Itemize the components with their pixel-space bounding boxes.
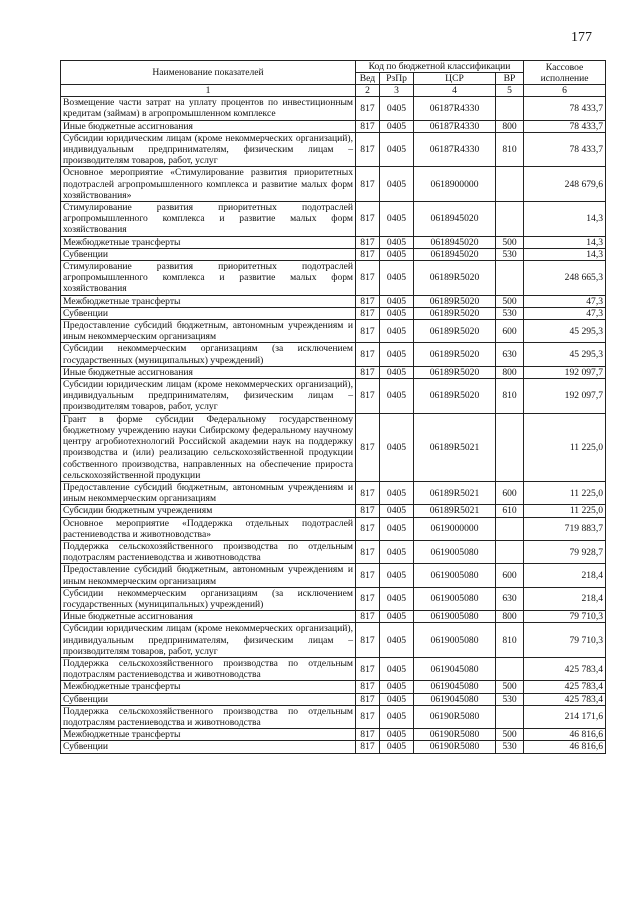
row-ved-cell: 817: [356, 120, 380, 132]
row-vr-cell: 500: [496, 729, 524, 741]
row-csr-cell: 06187R4330: [414, 97, 496, 120]
row-name-cell: Основное мероприятие «Поддержка отдельных подотраслей растениеводства и животноводства»: [61, 517, 356, 540]
row-rzpr-cell: 0405: [380, 295, 414, 307]
table-row: [61, 307, 606, 319]
row-rzpr-cell: 0405: [380, 540, 414, 563]
table-row: [61, 729, 606, 741]
table-row: [61, 167, 606, 202]
row-vr-cell: [496, 202, 524, 237]
row-amount-cell: 79 710,3: [524, 623, 606, 658]
row-amount-cell: 78 433,7: [524, 97, 606, 120]
row-vr-cell: 600: [496, 481, 524, 504]
row-csr-cell: 0619045080: [414, 657, 496, 680]
row-csr-cell: 06189R5020: [414, 366, 496, 378]
column-number: 4: [414, 85, 496, 97]
row-ved-cell: 817: [356, 657, 380, 680]
row-csr-cell: 06189R5021: [414, 505, 496, 517]
row-name-cell: Субвенции: [61, 307, 356, 319]
row-rzpr-cell: 0405: [380, 132, 414, 167]
row-vr-cell: 610: [496, 505, 524, 517]
row-ved-cell: 817: [356, 132, 380, 167]
table-row: [61, 657, 606, 680]
row-rzpr-cell: 0405: [380, 343, 414, 366]
row-csr-cell: 06187R4330: [414, 132, 496, 167]
row-ved-cell: 817: [356, 540, 380, 563]
row-amount-cell: 214 171,6: [524, 705, 606, 728]
row-csr-cell: 06189R5021: [414, 481, 496, 504]
row-vr-cell: [496, 657, 524, 680]
row-ved-cell: 817: [356, 366, 380, 378]
row-name-cell: Субсидии юридическим лицам (кроме некоммерческих организаций), индивидуальным предпринимателям, физическим лицам – производителям товаров, работ, услуг: [61, 132, 356, 167]
row-rzpr-cell: 0405: [380, 623, 414, 658]
table-row: [61, 505, 606, 517]
row-csr-cell: 0618945020: [414, 202, 496, 237]
column-number: 2: [356, 85, 380, 97]
row-csr-cell: 06189R5020: [414, 261, 496, 296]
row-vr-cell: 500: [496, 295, 524, 307]
row-ved-cell: 817: [356, 693, 380, 705]
column-number-row: [61, 85, 606, 97]
row-ved-cell: 817: [356, 564, 380, 587]
row-name-cell: Предоставление субсидий бюджетным, автономным учреждениям и иным некоммерческим организациям: [61, 320, 356, 343]
table-row: [61, 611, 606, 623]
header-execution: Кассовое исполнение: [524, 61, 606, 85]
row-amount-cell: 425 783,4: [524, 657, 606, 680]
header-vr: ВР: [496, 73, 524, 85]
row-rzpr-cell: 0405: [380, 320, 414, 343]
row-csr-cell: 06190R5080: [414, 729, 496, 741]
row-ved-cell: 817: [356, 505, 380, 517]
row-name-cell: Стимулирование развития приоритетных подотраслей агропромышленного комплекса и развитие малых форм хозяйствования: [61, 261, 356, 296]
row-name-cell: Субсидии юридическим лицам (кроме некоммерческих организаций), индивидуальным предпринимателям, физическим лицам – производителям товаров, работ, услуг: [61, 379, 356, 414]
row-csr-cell: 06190R5080: [414, 705, 496, 728]
row-name-cell: Субвенции: [61, 741, 356, 753]
row-amount-cell: 11 225,0: [524, 481, 606, 504]
row-name-cell: Поддержка сельскохозяйственного производства по отдельным подотраслям растениеводства и животноводства: [61, 705, 356, 728]
row-ved-cell: 817: [356, 413, 380, 481]
row-rzpr-cell: 0405: [380, 657, 414, 680]
table-body: [61, 97, 606, 753]
row-name-cell: Поддержка сельскохозяйственного производства по отдельным подотраслям растениеводства и животноводства: [61, 657, 356, 680]
header-code-group: Код по бюджетной классификации: [356, 61, 524, 73]
row-csr-cell: 06189R5021: [414, 413, 496, 481]
table-row: [61, 623, 606, 658]
row-name-cell: Возмещение части затрат на уплату процентов по инвестиционным кредитам (займам) в агропромышленном комплексе: [61, 97, 356, 120]
row-name-cell: Иные бюджетные ассигнования: [61, 366, 356, 378]
row-ved-cell: 817: [356, 307, 380, 319]
row-vr-cell: 800: [496, 611, 524, 623]
row-rzpr-cell: 0405: [380, 705, 414, 728]
table-row: [61, 132, 606, 167]
row-vr-cell: 630: [496, 343, 524, 366]
row-vr-cell: 530: [496, 307, 524, 319]
row-name-cell: Предоставление субсидий бюджетным, автономным учреждениям и иным некоммерческим организациям: [61, 481, 356, 504]
row-amount-cell: 45 295,3: [524, 320, 606, 343]
row-vr-cell: 800: [496, 120, 524, 132]
row-name-cell: Межбюджетные трансферты: [61, 681, 356, 693]
row-name-cell: Иные бюджетные ассигнования: [61, 611, 356, 623]
row-ved-cell: 817: [356, 705, 380, 728]
row-vr-cell: 530: [496, 741, 524, 753]
table-row: [61, 320, 606, 343]
table-row: [61, 366, 606, 378]
row-amount-cell: 218,4: [524, 564, 606, 587]
table-row: [61, 379, 606, 414]
row-ved-cell: 817: [356, 379, 380, 414]
table-row: [61, 693, 606, 705]
row-amount-cell: 425 783,4: [524, 693, 606, 705]
row-ved-cell: 817: [356, 587, 380, 610]
row-amount-cell: 79 928,7: [524, 540, 606, 563]
row-rzpr-cell: 0405: [380, 693, 414, 705]
row-ved-cell: 817: [356, 729, 380, 741]
row-ved-cell: 817: [356, 167, 380, 202]
table-row: [61, 248, 606, 260]
row-csr-cell: 06189R5020: [414, 295, 496, 307]
row-name-cell: Субсидии юридическим лицам (кроме некоммерческих организаций), индивидуальным предпринимателям, физическим лицам – производителям товаров, работ, услуг: [61, 623, 356, 658]
budget-execution-table: [60, 60, 606, 754]
row-rzpr-cell: 0405: [380, 505, 414, 517]
row-csr-cell: 0618945020: [414, 236, 496, 248]
row-amount-cell: 46 816,6: [524, 729, 606, 741]
header-name: Наименование показателей: [61, 61, 356, 85]
row-vr-cell: [496, 705, 524, 728]
row-rzpr-cell: 0405: [380, 681, 414, 693]
row-rzpr-cell: 0405: [380, 517, 414, 540]
table-row: [61, 587, 606, 610]
row-amount-cell: 248 679,6: [524, 167, 606, 202]
table-row: [61, 540, 606, 563]
table-row: [61, 564, 606, 587]
row-ved-cell: 817: [356, 202, 380, 237]
row-vr-cell: 810: [496, 623, 524, 658]
row-name-cell: Межбюджетные трансферты: [61, 295, 356, 307]
row-amount-cell: 78 433,7: [524, 120, 606, 132]
row-vr-cell: 500: [496, 681, 524, 693]
row-vr-cell: 800: [496, 366, 524, 378]
row-name-cell: Субсидии бюджетным учреждениям: [61, 505, 356, 517]
row-amount-cell: 47,3: [524, 295, 606, 307]
row-ved-cell: 817: [356, 261, 380, 296]
row-amount-cell: 11 225,0: [524, 505, 606, 517]
row-rzpr-cell: 0405: [380, 729, 414, 741]
row-ved-cell: 817: [356, 681, 380, 693]
row-rzpr-cell: 0405: [380, 248, 414, 260]
table-row: [61, 517, 606, 540]
row-vr-cell: [496, 517, 524, 540]
column-number: 3: [380, 85, 414, 97]
row-csr-cell: 0619005080: [414, 587, 496, 610]
row-amount-cell: 14,3: [524, 202, 606, 237]
table-row: [61, 481, 606, 504]
row-amount-cell: 192 097,7: [524, 366, 606, 378]
table-row: [61, 413, 606, 481]
row-rzpr-cell: 0405: [380, 611, 414, 623]
table-row: [61, 681, 606, 693]
row-amount-cell: 14,3: [524, 236, 606, 248]
table-row: [61, 261, 606, 296]
table-row: [61, 202, 606, 237]
row-amount-cell: 78 433,7: [524, 132, 606, 167]
row-rzpr-cell: 0405: [380, 97, 414, 120]
row-vr-cell: [496, 261, 524, 296]
table-row: [61, 120, 606, 132]
row-rzpr-cell: 0405: [380, 307, 414, 319]
row-ved-cell: 817: [356, 611, 380, 623]
table-row: [61, 705, 606, 728]
row-rzpr-cell: 0405: [380, 587, 414, 610]
row-rzpr-cell: 0405: [380, 564, 414, 587]
row-ved-cell: 817: [356, 623, 380, 658]
row-vr-cell: [496, 167, 524, 202]
table-row: [61, 236, 606, 248]
row-rzpr-cell: 0405: [380, 236, 414, 248]
row-amount-cell: 79 710,3: [524, 611, 606, 623]
table-row: [61, 343, 606, 366]
row-name-cell: Стимулирование развития приоритетных подотраслей агропромышленного комплекса и развитие малых форм хозяйствования: [61, 202, 356, 237]
header-csr: ЦСР: [414, 73, 496, 85]
row-name-cell: Предоставление субсидий бюджетным, автономным учреждениям и иным некоммерческим организациям: [61, 564, 356, 587]
row-csr-cell: 0619045080: [414, 693, 496, 705]
row-vr-cell: 810: [496, 132, 524, 167]
row-name-cell: Межбюджетные трансферты: [61, 236, 356, 248]
column-number: 5: [496, 85, 524, 97]
row-csr-cell: 0619005080: [414, 540, 496, 563]
row-amount-cell: 14,3: [524, 248, 606, 260]
row-csr-cell: 06187R4330: [414, 120, 496, 132]
row-amount-cell: 47,3: [524, 307, 606, 319]
row-rzpr-cell: 0405: [380, 261, 414, 296]
table-row: [61, 97, 606, 120]
table-row: [61, 741, 606, 753]
row-name-cell: Грант в форме субсидии Федеральному государственному бюджетному учреждению науки Сибирскому федеральному научному центру агробиотехнологий Российской академии наук на поддержку производства и (или) реализацию сельскохозяйственной продукции собственного производства, направленных на обеспечение прироста сельскохозяйственной продукции: [61, 413, 356, 481]
row-amount-cell: 46 816,6: [524, 741, 606, 753]
row-rzpr-cell: 0405: [380, 481, 414, 504]
column-number: 6: [524, 85, 606, 97]
row-ved-cell: 817: [356, 97, 380, 120]
row-rzpr-cell: 0405: [380, 413, 414, 481]
row-rzpr-cell: 0405: [380, 379, 414, 414]
row-rzpr-cell: 0405: [380, 741, 414, 753]
row-amount-cell: 192 097,7: [524, 379, 606, 414]
row-rzpr-cell: 0405: [380, 366, 414, 378]
row-csr-cell: 06189R5020: [414, 379, 496, 414]
header-ved: Вед: [356, 73, 380, 85]
row-rzpr-cell: 0405: [380, 167, 414, 202]
row-ved-cell: 817: [356, 741, 380, 753]
row-ved-cell: 817: [356, 320, 380, 343]
row-ved-cell: 817: [356, 236, 380, 248]
row-vr-cell: 530: [496, 693, 524, 705]
row-csr-cell: 06189R5020: [414, 343, 496, 366]
row-vr-cell: 810: [496, 379, 524, 414]
row-csr-cell: 06190R5080: [414, 741, 496, 753]
row-ved-cell: 817: [356, 248, 380, 260]
row-vr-cell: 500: [496, 236, 524, 248]
row-rzpr-cell: 0405: [380, 120, 414, 132]
row-vr-cell: 600: [496, 564, 524, 587]
column-number: 1: [61, 85, 356, 97]
row-vr-cell: [496, 413, 524, 481]
row-name-cell: Субсидии некоммерческим организациям (за исключением государственных (муниципальных) учреждений): [61, 343, 356, 366]
row-csr-cell: 0618945020: [414, 248, 496, 260]
row-ved-cell: 817: [356, 343, 380, 366]
row-csr-cell: 0619000000: [414, 517, 496, 540]
row-amount-cell: 11 225,0: [524, 413, 606, 481]
row-amount-cell: 248 665,3: [524, 261, 606, 296]
header-rzpr: РзПр: [380, 73, 414, 85]
row-csr-cell: 06189R5020: [414, 307, 496, 319]
row-name-cell: Иные бюджетные ассигнования: [61, 120, 356, 132]
row-vr-cell: 600: [496, 320, 524, 343]
row-amount-cell: 425 783,4: [524, 681, 606, 693]
row-amount-cell: 719 883,7: [524, 517, 606, 540]
row-ved-cell: 817: [356, 481, 380, 504]
row-name-cell: Межбюджетные трансферты: [61, 729, 356, 741]
table-row: [61, 295, 606, 307]
row-vr-cell: 630: [496, 587, 524, 610]
row-vr-cell: [496, 540, 524, 563]
row-name-cell: Субсидии некоммерческим организациям (за исключением государственных (муниципальных) учреждений): [61, 587, 356, 610]
row-vr-cell: 530: [496, 248, 524, 260]
row-csr-cell: 06189R5020: [414, 320, 496, 343]
row-amount-cell: 45 295,3: [524, 343, 606, 366]
row-name-cell: Субвенции: [61, 248, 356, 260]
row-name-cell: Субвенции: [61, 693, 356, 705]
row-csr-cell: 0619005080: [414, 611, 496, 623]
row-csr-cell: 0619005080: [414, 623, 496, 658]
page-number: 177: [571, 30, 592, 45]
row-name-cell: Основное мероприятие «Стимулирование развития приоритетных подотраслей агропромышленного комплекса и развитие малых форм хозяйствования»: [61, 167, 356, 202]
row-name-cell: Поддержка сельскохозяйственного производства по отдельным подотраслям растениеводства и животноводства: [61, 540, 356, 563]
row-rzpr-cell: 0405: [380, 202, 414, 237]
row-csr-cell: 0619045080: [414, 681, 496, 693]
row-ved-cell: 817: [356, 517, 380, 540]
row-csr-cell: 0618900000: [414, 167, 496, 202]
row-csr-cell: 0619005080: [414, 564, 496, 587]
row-vr-cell: [496, 97, 524, 120]
row-amount-cell: 218,4: [524, 587, 606, 610]
row-ved-cell: 817: [356, 295, 380, 307]
